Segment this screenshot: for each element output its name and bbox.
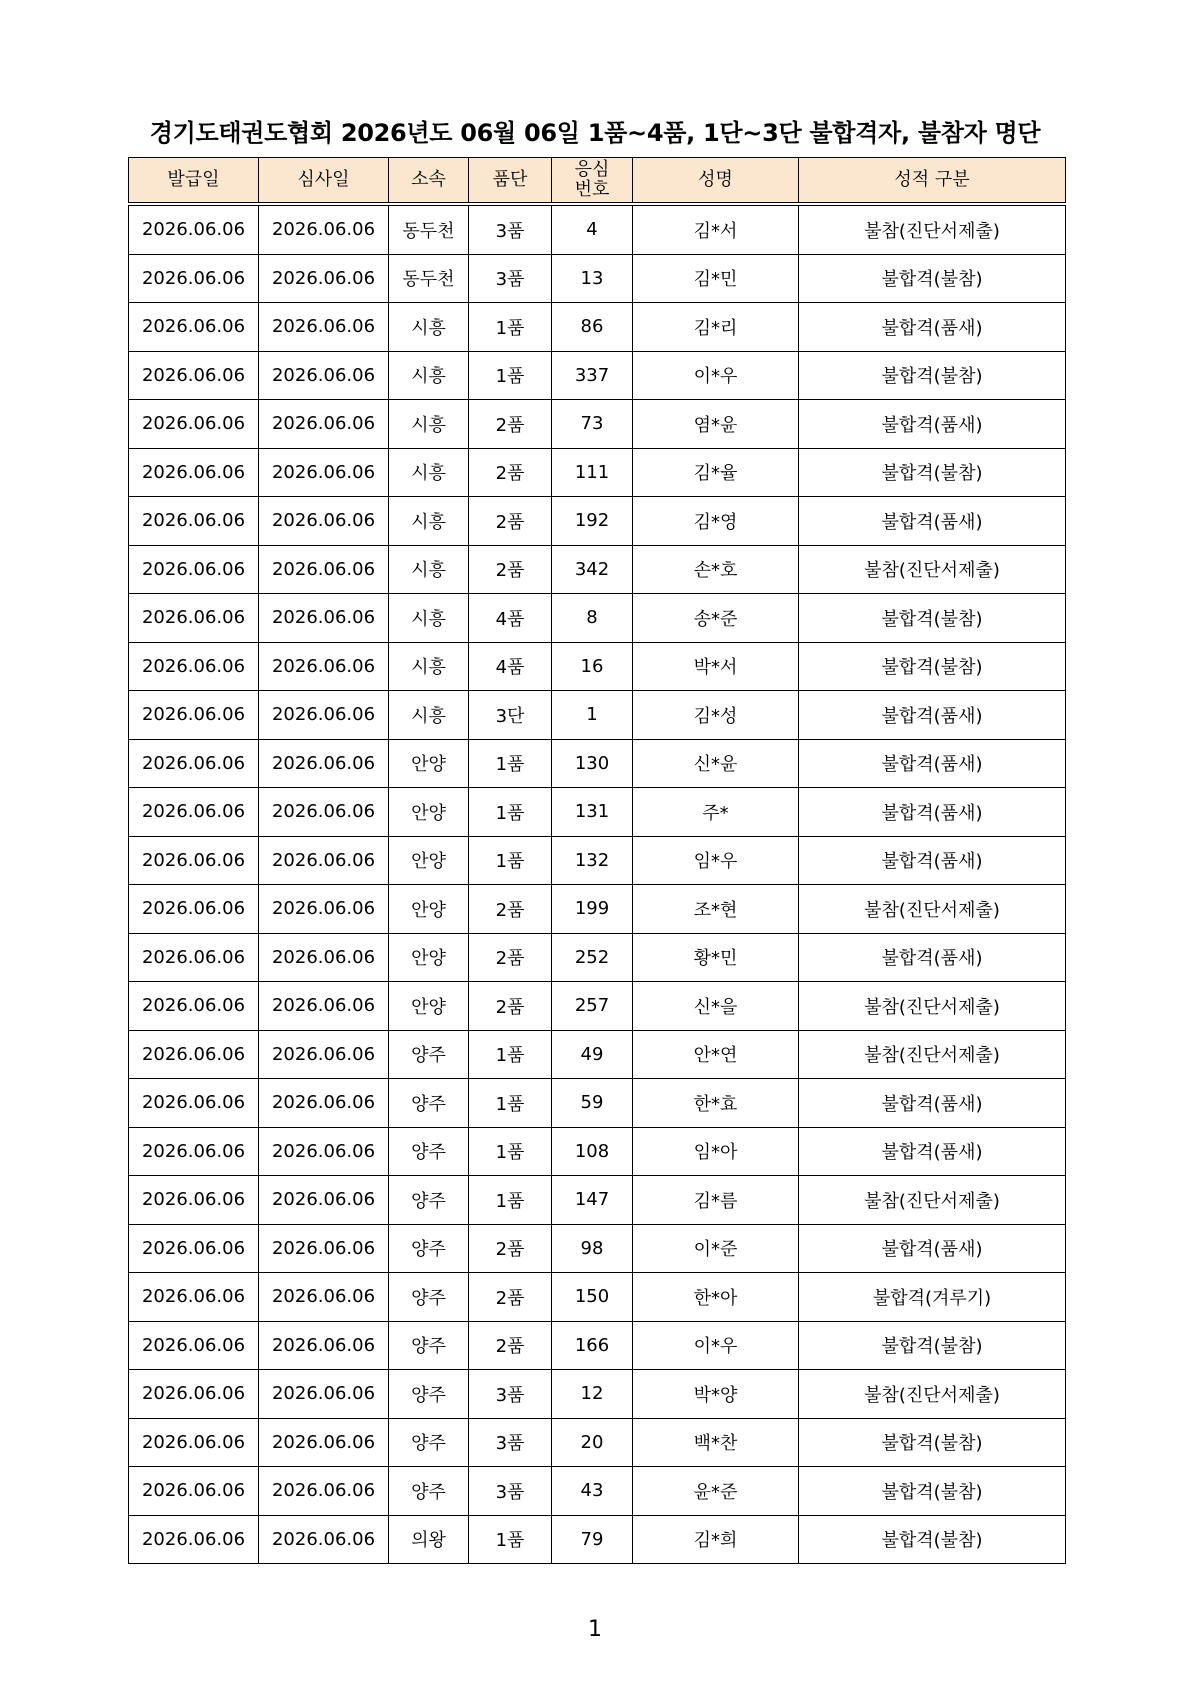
table-row xyxy=(129,885,1066,934)
table-row xyxy=(129,1515,1066,1564)
cell-exam-date: 2026.06.06 xyxy=(259,448,389,497)
cell-grade: 1품 xyxy=(469,1515,552,1564)
cell-result: 불참(진단서제출) xyxy=(799,545,1066,594)
cell-grade: 1품 xyxy=(469,1079,552,1128)
table-body xyxy=(129,204,1066,1564)
cell-affiliation: 시흥 xyxy=(389,594,469,643)
cell-name: 이*준 xyxy=(633,1224,799,1273)
cell-grade: 3품 xyxy=(469,1370,552,1419)
table-row xyxy=(129,594,1066,643)
cell-grade: 3품 xyxy=(469,1418,552,1467)
table-row xyxy=(129,788,1066,837)
table-row xyxy=(129,1176,1066,1225)
table-row xyxy=(129,204,1066,254)
cell-grade: 1품 xyxy=(469,1176,552,1225)
cell-affiliation: 양주 xyxy=(389,1467,469,1516)
cell-name: 김*름 xyxy=(633,1176,799,1225)
cell-exam-date: 2026.06.06 xyxy=(259,400,389,449)
cell-grade: 1품 xyxy=(469,739,552,788)
cell-exam-date: 2026.06.06 xyxy=(259,1030,389,1079)
cell-result: 불합격(품새) xyxy=(799,788,1066,837)
table-row xyxy=(129,1127,1066,1176)
cell-exam-date: 2026.06.06 xyxy=(259,788,389,837)
results-table-container xyxy=(128,157,1065,1564)
cell-result: 불합격(불참) xyxy=(799,1515,1066,1564)
cell-exam-date: 2026.06.06 xyxy=(259,594,389,643)
cell-exam-number: 16 xyxy=(552,642,633,691)
cell-grade: 1품 xyxy=(469,1030,552,1079)
cell-issue-date: 2026.06.06 xyxy=(129,254,259,303)
table-row xyxy=(129,1370,1066,1419)
cell-issue-date: 2026.06.06 xyxy=(129,594,259,643)
cell-grade: 1품 xyxy=(469,1127,552,1176)
cell-issue-date: 2026.06.06 xyxy=(129,1370,259,1419)
cell-affiliation: 시흥 xyxy=(389,691,469,740)
cell-result: 불합격(불참) xyxy=(799,1467,1066,1516)
cell-exam-date: 2026.06.06 xyxy=(259,885,389,934)
header-exam-date: 심사일 xyxy=(259,158,389,205)
cell-result: 불합격(품새) xyxy=(799,1224,1066,1273)
cell-exam-date: 2026.06.06 xyxy=(259,1467,389,1516)
cell-grade: 1품 xyxy=(469,351,552,400)
table-row xyxy=(129,1467,1066,1516)
cell-affiliation: 양주 xyxy=(389,1030,469,1079)
cell-issue-date: 2026.06.06 xyxy=(129,691,259,740)
cell-exam-date: 2026.06.06 xyxy=(259,204,389,254)
cell-exam-number: 1 xyxy=(552,691,633,740)
cell-exam-date: 2026.06.06 xyxy=(259,1418,389,1467)
cell-exam-date: 2026.06.06 xyxy=(259,1273,389,1322)
table-row xyxy=(129,254,1066,303)
table-row xyxy=(129,691,1066,740)
cell-exam-date: 2026.06.06 xyxy=(259,739,389,788)
cell-affiliation: 시흥 xyxy=(389,545,469,594)
cell-issue-date: 2026.06.06 xyxy=(129,642,259,691)
table-row xyxy=(129,642,1066,691)
cell-exam-number: 98 xyxy=(552,1224,633,1273)
cell-exam-number: 59 xyxy=(552,1079,633,1128)
cell-issue-date: 2026.06.06 xyxy=(129,400,259,449)
cell-issue-date: 2026.06.06 xyxy=(129,497,259,546)
cell-exam-number: 199 xyxy=(552,885,633,934)
cell-exam-date: 2026.06.06 xyxy=(259,1224,389,1273)
cell-affiliation: 양주 xyxy=(389,1370,469,1419)
results-table xyxy=(128,157,1066,1564)
cell-exam-number: 337 xyxy=(552,351,633,400)
cell-issue-date: 2026.06.06 xyxy=(129,545,259,594)
table-row xyxy=(129,1273,1066,1322)
cell-affiliation: 양주 xyxy=(389,1127,469,1176)
cell-issue-date: 2026.06.06 xyxy=(129,1321,259,1370)
cell-exam-number: 147 xyxy=(552,1176,633,1225)
cell-result: 불합격(품새) xyxy=(799,303,1066,352)
table-row xyxy=(129,303,1066,352)
cell-exam-date: 2026.06.06 xyxy=(259,1321,389,1370)
cell-grade: 2품 xyxy=(469,1321,552,1370)
table-row xyxy=(129,933,1066,982)
table-row xyxy=(129,448,1066,497)
cell-exam-number: 4 xyxy=(552,204,633,254)
cell-result: 불합격(겨루기) xyxy=(799,1273,1066,1322)
table-row xyxy=(129,1224,1066,1273)
header-issue-date: 발급일 xyxy=(129,158,259,205)
cell-name: 김*영 xyxy=(633,497,799,546)
cell-affiliation: 시흥 xyxy=(389,448,469,497)
cell-affiliation: 의왕 xyxy=(389,1515,469,1564)
table-row xyxy=(129,400,1066,449)
cell-affiliation: 시흥 xyxy=(389,642,469,691)
table-row xyxy=(129,982,1066,1031)
header-name: 성명 xyxy=(633,158,799,205)
cell-result: 불합격(품새) xyxy=(799,497,1066,546)
cell-exam-date: 2026.06.06 xyxy=(259,254,389,303)
table-row xyxy=(129,1321,1066,1370)
cell-grade: 2품 xyxy=(469,885,552,934)
cell-grade: 2품 xyxy=(469,545,552,594)
cell-affiliation: 양주 xyxy=(389,1321,469,1370)
header-result: 성적 구분 xyxy=(799,158,1066,205)
cell-issue-date: 2026.06.06 xyxy=(129,885,259,934)
cell-affiliation: 시흥 xyxy=(389,400,469,449)
cell-name: 안*연 xyxy=(633,1030,799,1079)
cell-affiliation: 동두천 xyxy=(389,204,469,254)
cell-result: 불합격(불참) xyxy=(799,642,1066,691)
cell-exam-number: 342 xyxy=(552,545,633,594)
header-exam-number-line1: 응심 xyxy=(574,159,610,180)
cell-exam-date: 2026.06.06 xyxy=(259,545,389,594)
cell-name: 임*우 xyxy=(633,836,799,885)
cell-issue-date: 2026.06.06 xyxy=(129,788,259,837)
cell-issue-date: 2026.06.06 xyxy=(129,836,259,885)
cell-exam-date: 2026.06.06 xyxy=(259,691,389,740)
cell-grade: 1품 xyxy=(469,836,552,885)
cell-issue-date: 2026.06.06 xyxy=(129,1079,259,1128)
cell-result: 불합격(불참) xyxy=(799,1321,1066,1370)
header-grade: 품단 xyxy=(469,158,552,205)
cell-name: 주* xyxy=(633,788,799,837)
cell-exam-number: 12 xyxy=(552,1370,633,1419)
cell-result: 불합격(불참) xyxy=(799,594,1066,643)
cell-affiliation: 양주 xyxy=(389,1224,469,1273)
cell-grade: 3품 xyxy=(469,1467,552,1516)
cell-affiliation: 안양 xyxy=(389,739,469,788)
cell-name: 백*찬 xyxy=(633,1418,799,1467)
table-row xyxy=(129,1418,1066,1467)
cell-exam-number: 132 xyxy=(552,836,633,885)
cell-name: 한*아 xyxy=(633,1273,799,1322)
cell-grade: 3단 xyxy=(469,691,552,740)
cell-exam-number: 192 xyxy=(552,497,633,546)
cell-exam-date: 2026.06.06 xyxy=(259,642,389,691)
cell-affiliation: 시흥 xyxy=(389,303,469,352)
page-title: 경기도태권도협회 2026년도 06월 06일 1품~4품, 1단~3단 불합격자, 불참자 명단 xyxy=(149,119,1041,147)
cell-issue-date: 2026.06.06 xyxy=(129,1515,259,1564)
cell-grade: 2품 xyxy=(469,400,552,449)
cell-issue-date: 2026.06.06 xyxy=(129,1418,259,1467)
cell-name: 박*서 xyxy=(633,642,799,691)
cell-exam-number: 13 xyxy=(552,254,633,303)
table-row xyxy=(129,739,1066,788)
cell-issue-date: 2026.06.06 xyxy=(129,1127,259,1176)
cell-name: 이*우 xyxy=(633,1321,799,1370)
cell-name: 이*우 xyxy=(633,351,799,400)
cell-name: 김*서 xyxy=(633,204,799,254)
cell-exam-number: 86 xyxy=(552,303,633,352)
cell-name: 조*현 xyxy=(633,885,799,934)
cell-issue-date: 2026.06.06 xyxy=(129,448,259,497)
cell-exam-date: 2026.06.06 xyxy=(259,1370,389,1419)
cell-result: 불참(진단서제출) xyxy=(799,204,1066,254)
cell-name: 김*성 xyxy=(633,691,799,740)
cell-issue-date: 2026.06.06 xyxy=(129,1030,259,1079)
cell-issue-date: 2026.06.06 xyxy=(129,1224,259,1273)
cell-exam-number: 130 xyxy=(552,739,633,788)
cell-grade: 1품 xyxy=(469,788,552,837)
header-exam-number xyxy=(552,158,633,205)
cell-exam-date: 2026.06.06 xyxy=(259,1176,389,1225)
cell-result: 불합격(불참) xyxy=(799,1418,1066,1467)
page-number: 1 xyxy=(588,1617,602,1642)
cell-affiliation: 안양 xyxy=(389,788,469,837)
table-header xyxy=(129,158,1066,205)
cell-result: 불합격(품새) xyxy=(799,1079,1066,1128)
cell-exam-number: 108 xyxy=(552,1127,633,1176)
cell-exam-date: 2026.06.06 xyxy=(259,1515,389,1564)
cell-result: 불합격(불참) xyxy=(799,254,1066,303)
cell-name: 김*율 xyxy=(633,448,799,497)
cell-exam-date: 2026.06.06 xyxy=(259,497,389,546)
table-row xyxy=(129,1079,1066,1128)
cell-name: 김*리 xyxy=(633,303,799,352)
cell-exam-number: 73 xyxy=(552,400,633,449)
cell-exam-number: 43 xyxy=(552,1467,633,1516)
cell-exam-number: 79 xyxy=(552,1515,633,1564)
cell-name: 송*준 xyxy=(633,594,799,643)
cell-exam-date: 2026.06.06 xyxy=(259,982,389,1031)
cell-exam-number: 131 xyxy=(552,788,633,837)
header-exam-number-line2: 번호 xyxy=(574,179,610,200)
table-row xyxy=(129,836,1066,885)
cell-name: 윤*준 xyxy=(633,1467,799,1516)
cell-result: 불합격(품새) xyxy=(799,836,1066,885)
cell-exam-number: 111 xyxy=(552,448,633,497)
cell-issue-date: 2026.06.06 xyxy=(129,204,259,254)
cell-exam-date: 2026.06.06 xyxy=(259,303,389,352)
cell-affiliation: 안양 xyxy=(389,885,469,934)
cell-grade: 2품 xyxy=(469,982,552,1031)
cell-result: 불참(진단서제출) xyxy=(799,1176,1066,1225)
cell-affiliation: 안양 xyxy=(389,933,469,982)
cell-grade: 2품 xyxy=(469,497,552,546)
cell-affiliation: 양주 xyxy=(389,1273,469,1322)
cell-name: 임*아 xyxy=(633,1127,799,1176)
cell-affiliation: 안양 xyxy=(389,836,469,885)
cell-affiliation: 안양 xyxy=(389,982,469,1031)
cell-exam-number: 166 xyxy=(552,1321,633,1370)
cell-exam-number: 20 xyxy=(552,1418,633,1467)
cell-exam-date: 2026.06.06 xyxy=(259,933,389,982)
cell-result: 불합격(불참) xyxy=(799,448,1066,497)
cell-affiliation: 양주 xyxy=(389,1079,469,1128)
cell-issue-date: 2026.06.06 xyxy=(129,351,259,400)
cell-grade: 4품 xyxy=(469,594,552,643)
cell-issue-date: 2026.06.06 xyxy=(129,739,259,788)
cell-result: 불참(진단서제출) xyxy=(799,982,1066,1031)
cell-result: 불참(진단서제출) xyxy=(799,1370,1066,1419)
cell-affiliation: 시흥 xyxy=(389,497,469,546)
cell-grade: 1품 xyxy=(469,303,552,352)
cell-grade: 3품 xyxy=(469,204,552,254)
cell-name: 손*호 xyxy=(633,545,799,594)
cell-name: 김*희 xyxy=(633,1515,799,1564)
table-row xyxy=(129,351,1066,400)
cell-affiliation: 양주 xyxy=(389,1176,469,1225)
cell-grade: 3품 xyxy=(469,254,552,303)
cell-result: 불참(진단서제출) xyxy=(799,885,1066,934)
cell-exam-number: 257 xyxy=(552,982,633,1031)
cell-affiliation: 동두천 xyxy=(389,254,469,303)
cell-issue-date: 2026.06.06 xyxy=(129,982,259,1031)
cell-result: 불합격(불참) xyxy=(799,351,1066,400)
cell-issue-date: 2026.06.06 xyxy=(129,1467,259,1516)
table-row xyxy=(129,497,1066,546)
cell-exam-number: 252 xyxy=(552,933,633,982)
cell-name: 김*민 xyxy=(633,254,799,303)
cell-result: 불참(진단서제출) xyxy=(799,1030,1066,1079)
cell-issue-date: 2026.06.06 xyxy=(129,1273,259,1322)
cell-grade: 2품 xyxy=(469,448,552,497)
cell-issue-date: 2026.06.06 xyxy=(129,303,259,352)
cell-exam-date: 2026.06.06 xyxy=(259,836,389,885)
cell-issue-date: 2026.06.06 xyxy=(129,1176,259,1225)
cell-grade: 4품 xyxy=(469,642,552,691)
cell-name: 신*을 xyxy=(633,982,799,1031)
cell-name: 염*윤 xyxy=(633,400,799,449)
cell-exam-number: 8 xyxy=(552,594,633,643)
cell-name: 한*효 xyxy=(633,1079,799,1128)
cell-name: 신*윤 xyxy=(633,739,799,788)
cell-issue-date: 2026.06.06 xyxy=(129,933,259,982)
cell-affiliation: 시흥 xyxy=(389,351,469,400)
cell-grade: 2품 xyxy=(469,1224,552,1273)
cell-result: 불합격(품새) xyxy=(799,739,1066,788)
header-row xyxy=(129,158,1066,205)
cell-name: 황*민 xyxy=(633,933,799,982)
cell-exam-date: 2026.06.06 xyxy=(259,1127,389,1176)
table-row xyxy=(129,1030,1066,1079)
cell-grade: 2품 xyxy=(469,933,552,982)
cell-result: 불합격(품새) xyxy=(799,691,1066,740)
cell-name: 박*양 xyxy=(633,1370,799,1419)
cell-result: 불합격(품새) xyxy=(799,933,1066,982)
cell-result: 불합격(품새) xyxy=(799,400,1066,449)
cell-exam-number: 49 xyxy=(552,1030,633,1079)
cell-exam-date: 2026.06.06 xyxy=(259,1079,389,1128)
cell-affiliation: 양주 xyxy=(389,1418,469,1467)
table-row xyxy=(129,545,1066,594)
cell-result: 불합격(품새) xyxy=(799,1127,1066,1176)
header-affiliation: 소속 xyxy=(389,158,469,205)
cell-exam-number: 150 xyxy=(552,1273,633,1322)
cell-grade: 2품 xyxy=(469,1273,552,1322)
cell-exam-date: 2026.06.06 xyxy=(259,351,389,400)
